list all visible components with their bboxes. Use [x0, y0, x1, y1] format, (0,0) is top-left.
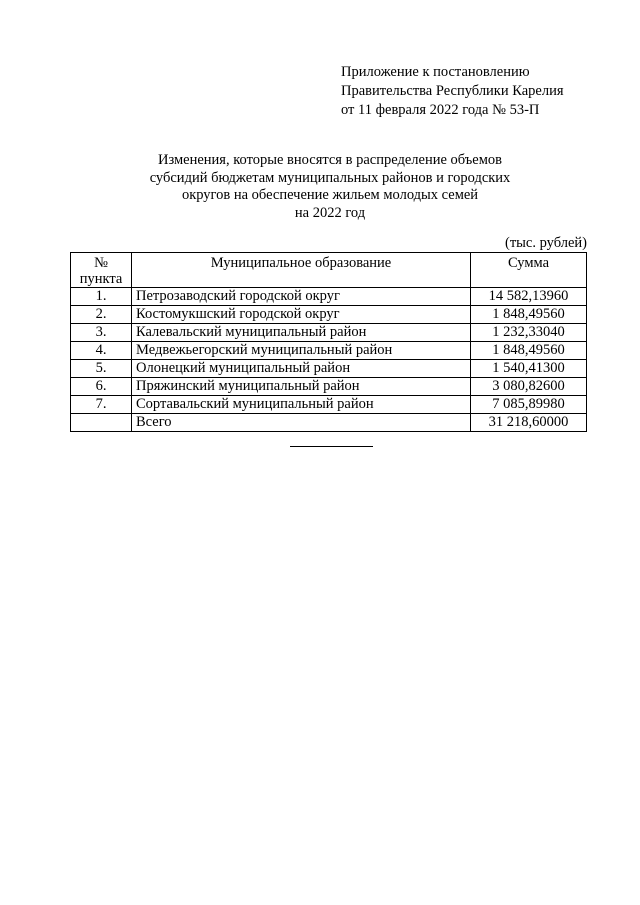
header-sum: Сумма — [471, 253, 587, 288]
title-line-1: Изменения, которые вносятся в распределение объемов — [157, 152, 502, 168]
row-municipality: Сортавальский муниципальный район — [132, 396, 471, 414]
table-row — [71, 288, 587, 306]
header-municipality: Муниципальное образование — [132, 253, 471, 288]
row-num: 6. — [71, 378, 132, 396]
table-row — [71, 360, 587, 378]
row-sum: 1 540,41300 — [471, 360, 587, 378]
total-sum: 31 218,60000 — [471, 414, 587, 432]
row-sum: 1 232,33040 — [471, 324, 587, 342]
row-municipality: Пряжинский муниципальный район — [132, 378, 471, 396]
row-sum: 7 085,89980 — [471, 396, 587, 414]
table-row — [71, 378, 587, 396]
table-total-row — [71, 414, 587, 432]
title-line-2: субсидий бюджетам муниципальных районов и городских — [149, 169, 511, 186]
header-num: № пункта — [71, 253, 132, 288]
row-num: 7. — [71, 396, 132, 414]
total-num — [71, 414, 132, 432]
row-sum: 3 080,82600 — [471, 378, 587, 396]
row-sum: 1 848,49560 — [471, 306, 587, 324]
table-row — [71, 342, 587, 360]
title-line-4: на 2022 год — [294, 204, 366, 221]
row-num: 3. — [71, 324, 132, 342]
row-num: 5. — [71, 360, 132, 378]
annex-line-2: Правительства Республики Карелия — [341, 83, 564, 99]
end-separator-line — [290, 446, 373, 447]
row-sum: 1 848,49560 — [471, 342, 587, 360]
total-label: Всего — [132, 414, 471, 432]
row-municipality: Петрозаводский городской округ — [132, 288, 471, 306]
row-municipality: Костомукшский городской округ — [132, 306, 471, 324]
document-title — [70, 152, 590, 222]
row-num: 4. — [71, 342, 132, 360]
annex-line-3: от 11 февраля 2022 года № 53-П — [341, 102, 540, 118]
table-header-row — [71, 253, 587, 288]
annex-line-1: Приложение к постановлению — [341, 64, 530, 80]
row-municipality: Медвежьегорский муниципальный район — [132, 342, 471, 360]
annex-block — [341, 63, 564, 120]
row-municipality: Калевальский муниципальный район — [132, 324, 471, 342]
table-row — [71, 324, 587, 342]
units-label: (тыс. рублей) — [505, 235, 587, 251]
row-sum: 14 582,13960 — [471, 288, 587, 306]
title-line-3: округов на обеспечение жильем молодых семей — [181, 187, 479, 203]
row-municipality: Олонецкий муниципальный район — [132, 360, 471, 378]
distribution-table — [70, 252, 587, 432]
row-num: 2. — [71, 306, 132, 324]
table-row — [71, 396, 587, 414]
table-row — [71, 306, 587, 324]
row-num: 1. — [71, 288, 132, 306]
